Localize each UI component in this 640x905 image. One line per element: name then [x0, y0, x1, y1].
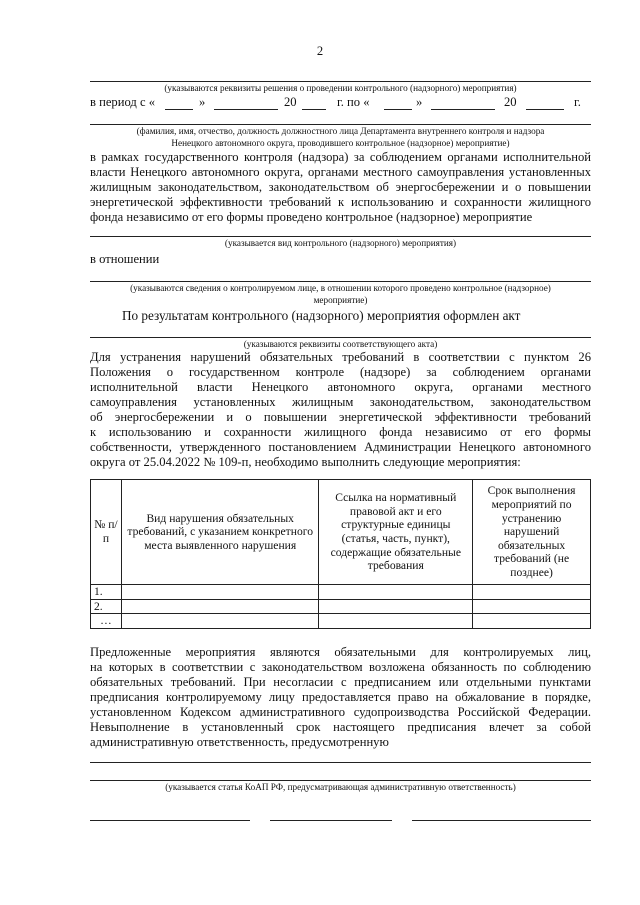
- period-to-label: г. по «: [337, 95, 370, 109]
- period-quote-close-2: »: [416, 95, 423, 109]
- row-violation[interactable]: [121, 614, 319, 629]
- page-number: 2: [316, 44, 324, 58]
- scope-line-3: жилищным законодательством, законодательством об энергосбережении и о повышении: [90, 180, 591, 194]
- official-caption: [90, 125, 591, 149]
- row-violation[interactable]: [121, 585, 319, 600]
- signature-line[interactable]: [270, 820, 392, 821]
- period-year-prefix-2: 20: [504, 95, 517, 109]
- act-statement: По результатам контрольного (надзорного) мероприятия оформлен акт: [122, 308, 521, 323]
- row-reference[interactable]: [319, 599, 473, 614]
- remediation-line-2: Положения о государственном контроле (надзоре) за соблюдением органами: [90, 365, 591, 379]
- remediation-line-3: исполнительной власти Ненецкого автономного округа, органами местного: [90, 380, 591, 394]
- koap-caption: (указывается статья КоАП РФ, предусматривающая административную ответственность): [165, 782, 516, 792]
- decision-caption: (указываются реквизиты решения о проведении контрольного (надзорного) мероприятия): [164, 83, 517, 93]
- period-end-day-field[interactable]: [384, 109, 412, 110]
- header-number: № п/п: [91, 480, 122, 585]
- period-year-prefix: 20: [284, 95, 297, 109]
- regarding-label: в отношении: [90, 252, 160, 266]
- table-row: [91, 599, 591, 614]
- row-deadline[interactable]: [473, 585, 591, 600]
- mandatory-line-1: Предложенные мероприятия являются обязательными для контролируемых лиц,: [90, 645, 591, 659]
- remediation-line-5: об энергосбережении и о повышении энергетической эффективности требований: [90, 410, 591, 424]
- official-caption-line-1: (фамилия, имя, отчество, должность должностного лица Департамента внутреннего контроля и надзора: [136, 126, 545, 136]
- signature-name-line[interactable]: [412, 820, 591, 821]
- period-row: [90, 95, 591, 111]
- requirements-table: [90, 479, 591, 629]
- row-number: 2.: [91, 599, 122, 614]
- mandatory-line-2: на которых в соответствии с законодательством возложена обязанность по соблюдению: [90, 660, 591, 674]
- remediation-line-4: самоуправления установленных жилищным законодательством, законодательством: [90, 395, 591, 409]
- mandatory-line-4: предписания контролируемому лицу предоставляется право на обжалование в порядке,: [90, 690, 591, 704]
- row-number: 1.: [91, 585, 122, 600]
- period-end-month-field[interactable]: [431, 109, 495, 110]
- mandatory-line-3: обязательных требований. При несогласии с предписанием или отдельными пунктами: [90, 675, 591, 689]
- koap-line-1[interactable]: [90, 762, 591, 763]
- scope-line-5: фонда независимо от его формы проведено контрольное (надзорное) мероприятие: [90, 210, 533, 224]
- period-quote-close: »: [199, 95, 206, 109]
- row-deadline[interactable]: [473, 599, 591, 614]
- remediation-line-1: Для устранения нарушений обязательных требований в соответствии с пунктом 26: [90, 350, 591, 364]
- remediation-paragraph: [90, 350, 591, 470]
- period-end-year-field[interactable]: [526, 109, 564, 110]
- signature-position-line[interactable]: [90, 820, 250, 821]
- remediation-line-6: к использованию и сохранности жилищного фонда независимо от его формы: [90, 425, 591, 439]
- mandatory-line-7: административную ответственность, предусмотренную: [90, 735, 389, 749]
- event-type-caption: (указывается вид контрольного (надзорного) мероприятия): [224, 238, 457, 248]
- act-caption: (указываются реквизиты соответствующего акта): [243, 339, 438, 349]
- row-reference[interactable]: [319, 585, 473, 600]
- mandatory-line-6: Невыполнение в установленный срок настоящего предписания влечет за собой: [90, 720, 591, 734]
- period-start-year-field[interactable]: [302, 109, 326, 110]
- scope-paragraph: [90, 150, 591, 225]
- period-start-month-field[interactable]: [214, 109, 278, 110]
- controlled-person-caption-line-2: мероприятие): [313, 295, 368, 305]
- official-caption-line-2: Ненецкого автономного округа, проводившего контрольное (надзорное) мероприятие): [171, 138, 510, 148]
- remediation-line-8: округа от 25.04.2022 № 109-п, необходимо выполнить следующие мероприятия:: [90, 455, 521, 469]
- remediation-line-7: собственности, утвержденного постановлением Администрации Ненецкого автономного: [90, 440, 591, 454]
- row-number: …: [91, 614, 122, 629]
- table-header-row: [91, 480, 591, 585]
- scope-line-4: энергетической эффективности требований к использованию и сохранности жилищного: [90, 195, 591, 209]
- mandatory-line-5: установленном Кодексом административного судопроизводства Российской Федерации.: [90, 705, 591, 719]
- period-end-label: г.: [574, 95, 581, 109]
- scope-line-2: власти Ненецкого автономного округа, органами местного самоуправления установленных: [90, 165, 591, 179]
- scope-line-1: в рамках государственного контроля (надзора) за соблюдением органами исполнительной: [90, 150, 591, 164]
- period-start-day-field[interactable]: [165, 109, 193, 110]
- header-deadline: Срок выполнения мероприятий по устранению нарушений обязательных требований (не позднее): [473, 480, 591, 585]
- row-reference[interactable]: [319, 614, 473, 629]
- mandatory-paragraph: [90, 645, 591, 750]
- controlled-person-caption: [90, 282, 591, 306]
- row-violation[interactable]: [121, 599, 319, 614]
- period-label: в период с «: [90, 95, 155, 109]
- header-reference: Ссылка на нормативный правовой акт и его структурные единицы (статья, часть, пункт), содержащие обязательные требования: [319, 480, 473, 585]
- header-violation: Вид нарушения обязательных требований, с указанием конкретного места выявленного нарушения: [121, 480, 319, 585]
- controlled-person-caption-line-1: (указываются сведения о контролируемом лице, в отношении которого проведено контрольное (надзорное): [130, 283, 551, 293]
- table-row: [91, 585, 591, 600]
- table-row: [91, 614, 591, 629]
- row-deadline[interactable]: [473, 614, 591, 629]
